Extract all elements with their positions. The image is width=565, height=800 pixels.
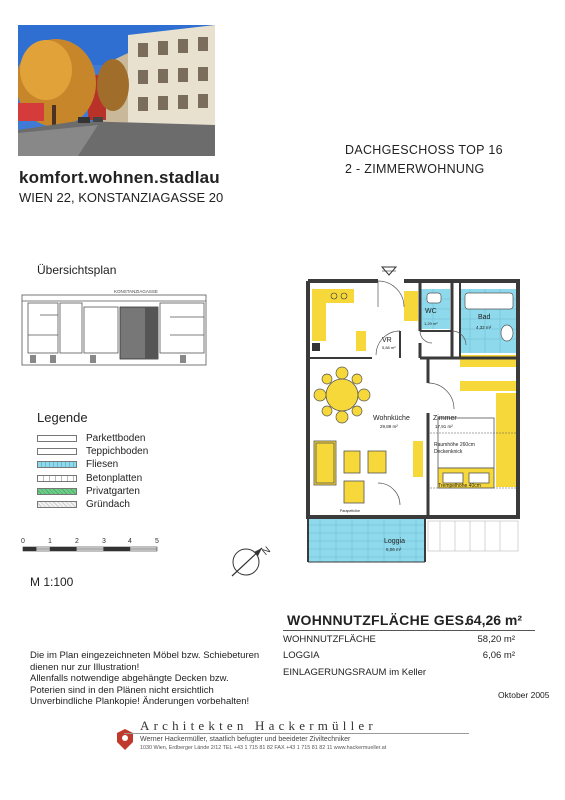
north-arrow-icon: [228, 540, 276, 580]
scale-tick: 4: [128, 538, 132, 545]
note-trempelhoehe: Trempelhöhe 40cm: [438, 483, 481, 489]
plan-date: Oktober 2005: [498, 690, 550, 700]
storage-note: EINLAGERUNGSRAUM im Keller: [283, 667, 427, 678]
disclaimer-notes: [30, 650, 260, 708]
legend-item: Gründach: [37, 498, 148, 511]
room-area-wc: 1,29 m²: [424, 321, 438, 326]
scale-bar: [20, 535, 170, 563]
legend-item: Teppichboden: [37, 445, 148, 458]
legend-swatch-fliesen: [37, 461, 77, 468]
room-area-vr: 5,88 m²: [382, 345, 396, 350]
note-line: Poterien sind in den Plänen nicht ersichtlich: [30, 684, 214, 696]
note-raumhoehe: Raumhöhe 260cm: [434, 442, 475, 448]
architect-brand: Architekten Hackermüller: [140, 718, 377, 733]
note-line: Die im Plan eingezeichneten Möbel bzw. Schiebeturen: [30, 650, 260, 661]
legend-item: Parkettboden: [37, 432, 148, 445]
area-row-label: LOGGIA: [283, 650, 320, 661]
room-name-loggia: Loggia: [384, 538, 406, 545]
area-row: [283, 634, 515, 645]
footer-divider: [124, 733, 469, 734]
area-row: [283, 650, 515, 661]
scale-tick: 5: [155, 538, 159, 545]
overview-plan: [20, 285, 208, 377]
room-name-wc: WC: [425, 308, 437, 315]
note-line: Allenfalls notwendige abgehängte Decken bzw.: [30, 673, 229, 685]
room-area-wohnkueche: 29,89 m²: [380, 424, 398, 429]
overview-title: Übersichtsplan: [37, 263, 117, 277]
room-name-wohnkueche: Wohnküche: [373, 415, 410, 422]
building-photo: [18, 25, 215, 156]
room-area-loggia: 6,06 m²: [386, 547, 402, 552]
room-area-zimmer: 17,91 m²: [435, 424, 453, 429]
legend-title: Legende: [37, 410, 88, 425]
scale-tick: 1: [48, 538, 52, 545]
room-name-bad: Bad: [478, 314, 491, 321]
project-name: komfort.wohnen.stadlau: [19, 168, 220, 187]
legend: [37, 432, 148, 511]
legend-item: Privatgarten: [37, 485, 148, 498]
area-row-value: 6,06 m²: [482, 650, 515, 661]
architect-contact: 1030 Wien, Erdberger Lände 2/12 TEL +43 1 715 81 82 FAX +43 1 715 81 82 11 www.hackermueller.at: [140, 745, 387, 751]
address: WIEN 22, KONSTANZIAGASSE 20: [19, 190, 224, 205]
unit-floor-label: DACHGESCHOSS TOP 16: [345, 143, 503, 157]
total-area-value: 64,26 m²: [466, 612, 523, 628]
legend-item: Betonplatten: [37, 472, 148, 485]
note-fensterlinie: Parapethöhe: [340, 509, 361, 513]
room-name-zimmer: Zimmer: [433, 415, 457, 422]
legend-swatch-privatgarten: [37, 488, 77, 495]
total-area-title: WOHNNUTZFLÄCHE GES.: [287, 612, 469, 628]
scale-tick: 3: [102, 538, 106, 545]
divider: [283, 630, 535, 631]
legend-swatch-parkett: [37, 435, 77, 442]
scale-tick: 0: [21, 538, 25, 545]
room-area-bad: 4,32 m²: [476, 325, 492, 330]
architect-logo-icon: [115, 728, 135, 750]
note-deckenknick: Deckenknick: [434, 449, 463, 455]
floor-plan: [300, 263, 522, 568]
unit-type-label: 2 - ZIMMERWOHNUNG: [345, 162, 485, 176]
legend-swatch-teppich: [37, 448, 77, 455]
legend-swatch-beton: [37, 475, 77, 482]
architect-name: Werner Hackermüller, staatlich befugter und beeideter Ziviltechniker: [140, 736, 351, 743]
legend-item: Fliesen: [37, 458, 148, 471]
room-name-vr: VR: [382, 337, 392, 344]
north-label: N: [260, 544, 273, 558]
area-row-value: 58,20 m²: [477, 634, 515, 645]
overview-street-label: KONSTANZIAGASSE: [114, 289, 158, 294]
note-line: dienen nur zur Illustration!: [30, 661, 140, 673]
scale-label: M 1:100: [30, 575, 74, 589]
area-row-label: WOHNNUTZFLÄCHE: [283, 634, 376, 645]
legend-swatch-gruendach: [37, 501, 77, 508]
scale-tick: 2: [75, 538, 79, 545]
note-line: Unverbindliche Plankopie! Änderungen vorbehalten!: [30, 696, 250, 708]
